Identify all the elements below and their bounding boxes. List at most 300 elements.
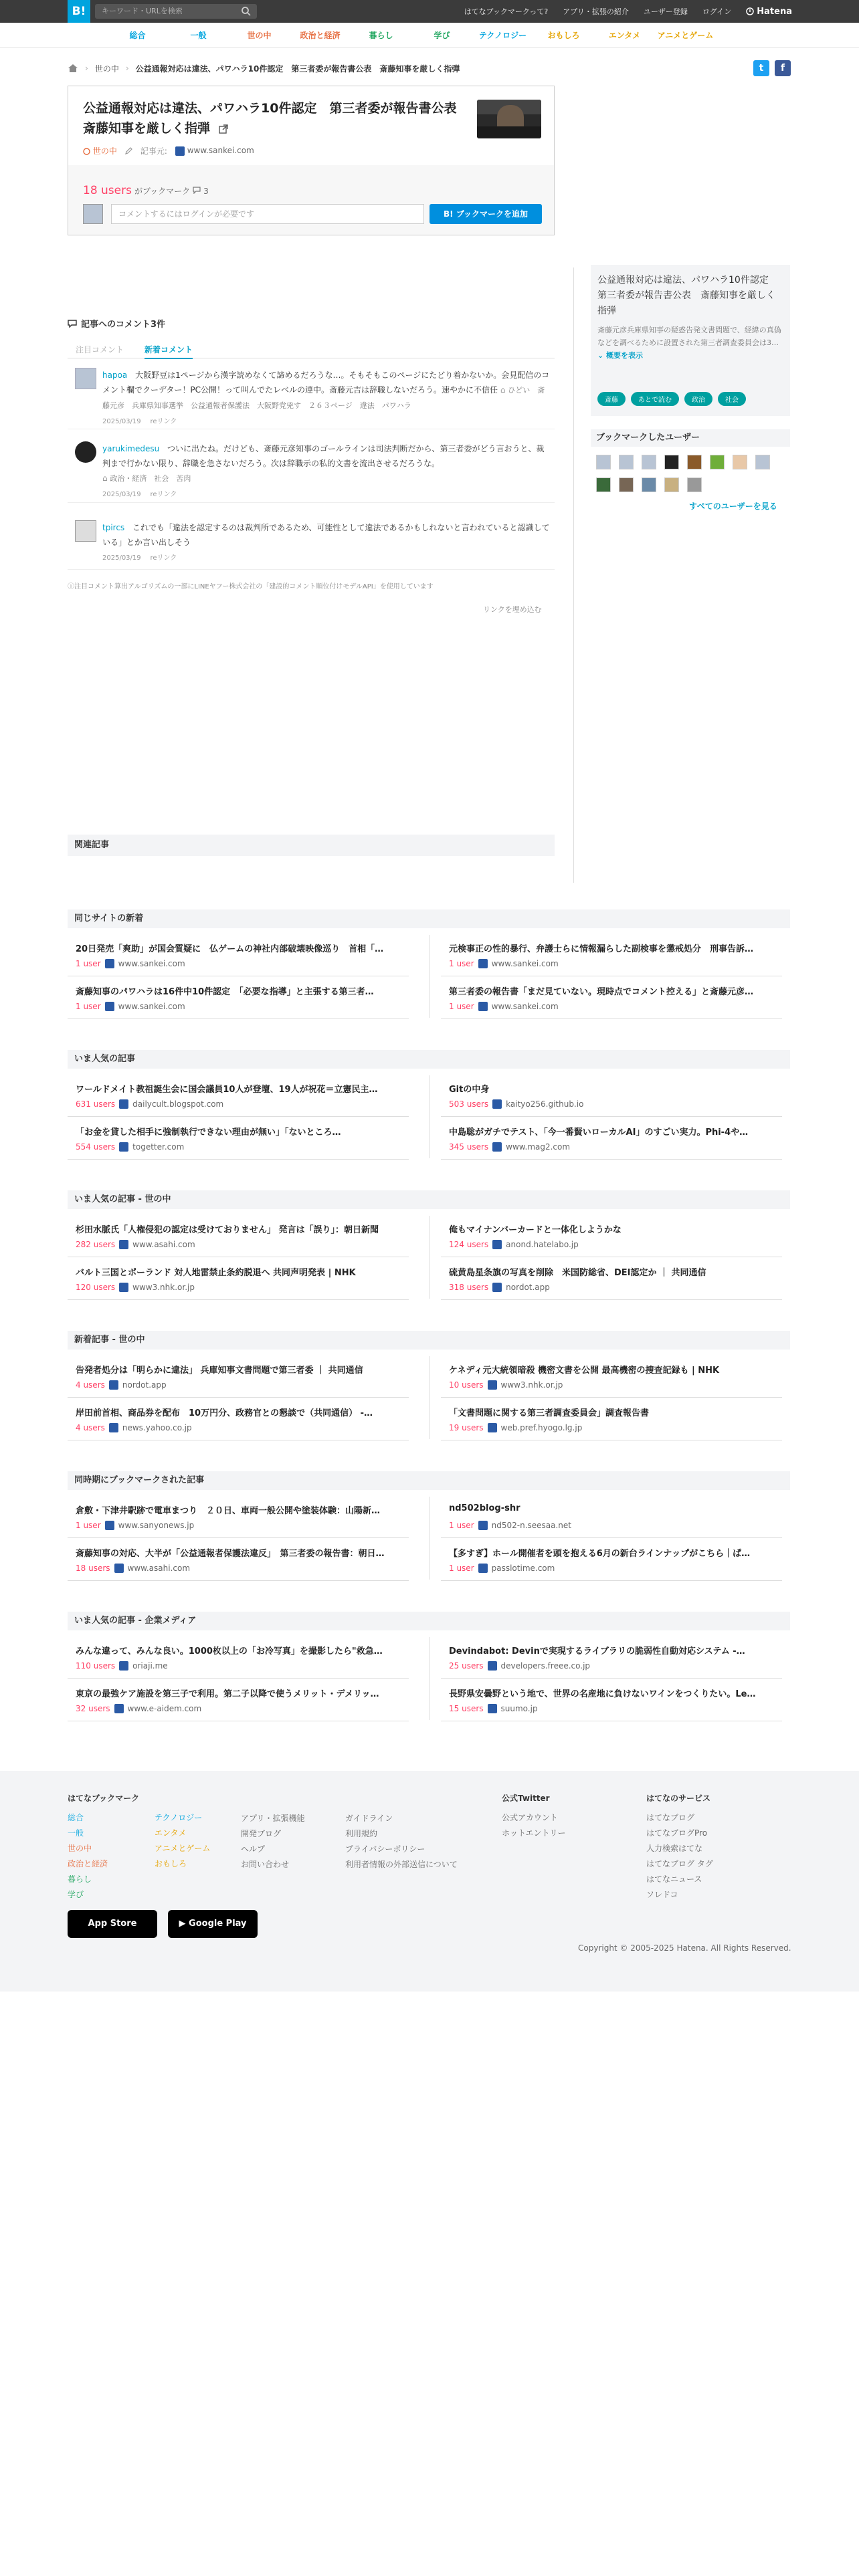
favicon-icon: [119, 1240, 128, 1249]
article-users[interactable]: 282 users: [76, 1240, 116, 1249]
favicon-icon: [175, 146, 185, 156]
article-item[interactable]: [68, 1637, 409, 1679]
play-icon: ▶: [179, 1919, 186, 1929]
article-item[interactable]: [68, 978, 409, 1019]
tab-new-comments[interactable]: 新着コメント: [145, 344, 193, 359]
article-item[interactable]: [68, 1497, 409, 1538]
favicon-icon: [478, 959, 488, 968]
bookmark-user-avatar[interactable]: [733, 455, 747, 469]
tag-chip[interactable]: 社会: [718, 392, 746, 406]
comment-icon: [193, 186, 201, 194]
category-nav: [0, 23, 859, 48]
footer-link[interactable]: 一般: [68, 1828, 84, 1838]
category-tab[interactable]: 政治と経済: [300, 31, 341, 40]
article-domain[interactable]: web.pref.hyogo.lg.jp: [500, 1423, 583, 1432]
article-domain[interactable]: anond.hatelabo.jp: [506, 1240, 579, 1249]
favicon-icon: [105, 1002, 114, 1011]
article-domain[interactable]: togetter.com: [132, 1142, 185, 1152]
favicon-icon: [488, 1423, 497, 1432]
article-meta: [76, 1704, 201, 1713]
article-title[interactable]: nd502blog-shr: [449, 1503, 520, 1513]
footer-link[interactable]: 利用者情報の外部送信について: [345, 1860, 458, 1869]
speech-bubble-icon: [68, 319, 77, 328]
article-domain[interactable]: www.sanyonews.jp: [118, 1521, 195, 1530]
article-title[interactable]: 【多すぎ】ホール開催者を頭を抱える6月の新台ラインナップがこちら｜ぱ…: [449, 1549, 751, 1559]
entry-domain[interactable]: www.sankei.com: [175, 146, 254, 156]
bookmark-user-avatar[interactable]: [710, 455, 725, 469]
article-meta: [76, 1240, 195, 1249]
article-meta: [449, 1380, 563, 1390]
article-domain[interactable]: oriaji.me: [132, 1661, 168, 1671]
comments-heading: 記事へのコメント3件: [68, 317, 165, 330]
category-tab[interactable]: 世の中: [247, 31, 272, 40]
bookmark-user-avatar[interactable]: [642, 477, 656, 492]
category-tab[interactable]: テクノロジー: [478, 31, 527, 40]
column-divider: [429, 1075, 430, 1158]
favicon-icon: [488, 1380, 497, 1390]
article-meta: [76, 959, 185, 968]
comment-item: [68, 520, 555, 570]
signup-link[interactable]: ユーザー登録: [643, 7, 688, 16]
footer-link[interactable]: はてなニュース: [646, 1874, 702, 1884]
article-meta: [76, 1002, 185, 1011]
footer-link[interactable]: エンタメ: [155, 1828, 187, 1838]
entry-summary-box: [591, 265, 790, 416]
breadcrumb-category[interactable]: 世の中: [94, 64, 119, 74]
bookmark-user-avatar[interactable]: [596, 455, 611, 469]
favicon-icon: [478, 1564, 488, 1573]
summary-desc: 斎藤元彦兵庫県知事の疑惑告発文書問題で、経緯の真偽などを調べるために設置された第三者調査委員会は3… ⌄ 概要を表示: [597, 326, 781, 360]
article-title[interactable]: 告発者処分は「明らかに違法」 兵庫知事文書問題で第三者委 ｜ 共同通信: [76, 1366, 363, 1376]
bookmark-user-avatar[interactable]: [664, 455, 679, 469]
commenter-name[interactable]: yarukimedesu: [102, 444, 160, 453]
app-store-label: App Store: [88, 1919, 137, 1929]
category-tab[interactable]: 一般: [190, 31, 207, 40]
article-title[interactable]: 硫黄島星条旗の写真を削除 米国防総省、DEI認定か ｜ 共同通信: [449, 1268, 706, 1278]
comment-count: 3: [203, 187, 209, 196]
entry-meta: [83, 145, 254, 156]
category-tab[interactable]: 暮らし: [369, 31, 393, 40]
tab-popular-comments[interactable]: 注目コメント: [76, 345, 124, 354]
article-users[interactable]: 318 users: [449, 1283, 489, 1292]
login-link[interactable]: ログイン: [702, 7, 732, 16]
article-users[interactable]: 120 users: [76, 1283, 116, 1292]
article-item[interactable]: [441, 1356, 782, 1398]
entry-title[interactable]: 公益通報対応は違法、パワハラ10件認定 第三者委が報告書公表 斎藤知事を厳しく指弾: [83, 101, 470, 136]
article-meta: [76, 1564, 190, 1573]
footer-link[interactable]: 学び: [68, 1890, 84, 1899]
section-heading: いま人気の記事 - 世の中: [68, 1190, 790, 1209]
article-title[interactable]: 東京の最強ケア施設を第三子で利用。第二子以降で使うメリット・デメリッ…: [76, 1689, 379, 1699]
app-store-button[interactable]: [68, 1910, 157, 1938]
article-domain[interactable]: nordot.app: [122, 1380, 167, 1390]
article-domain[interactable]: www.e-aidem.com: [127, 1704, 202, 1713]
twitter-share-icon[interactable]: t: [753, 60, 769, 76]
reply-link[interactable]: reリンク: [150, 418, 177, 425]
commenter-name[interactable]: tpircs: [102, 523, 125, 532]
section-heading: いま人気の記事: [68, 1050, 790, 1069]
tag-chip[interactable]: 斎藤: [597, 392, 626, 406]
comment-tags: 政治・経済 社会 苦肉: [110, 474, 191, 483]
bookmark-user-avatar[interactable]: [596, 477, 611, 492]
article-meta: [449, 1283, 550, 1292]
article-users[interactable]: 503 users: [449, 1099, 489, 1109]
column-divider: [429, 1356, 430, 1439]
comment-text: 大阪野豆は1ページから漢字読めなくて諦めるだろうな…。そもそもこのページにたどり着かないか。会見配信のコメント欄でクーデター！PC公開！って叫んでたレベルの連中。斎藤元吉は辞職しないだろう。速やかに不信任: [102, 370, 550, 395]
category-tab[interactable]: おもしろ: [547, 31, 580, 40]
footer-heading: はてなブックマーク: [68, 1794, 140, 1803]
article-meta: [449, 1002, 559, 1011]
article-domain[interactable]: nd502-n.seesaa.net: [491, 1521, 571, 1530]
breadcrumb: › 世の中 › 公益通報対応は違法、パワハラ10件認定 第三者委が報告書公表 斎藤知事を厳しく指弾: [68, 60, 460, 76]
reply-link[interactable]: reリンク: [150, 491, 177, 498]
article-users[interactable]: 110 users: [76, 1661, 116, 1671]
footer-link[interactable]: テクノロジー: [155, 1813, 203, 1822]
facebook-share-icon[interactable]: f: [775, 60, 791, 76]
article-users[interactable]: 631 users: [76, 1099, 116, 1109]
article-users[interactable]: 1 user: [449, 1002, 474, 1011]
article-users[interactable]: 554 users: [76, 1142, 116, 1152]
favicon-icon: [492, 1099, 502, 1109]
see-all-users-link[interactable]: すべてのユーザーを見る: [689, 502, 777, 511]
footer-link[interactable]: おもしろ: [155, 1859, 187, 1868]
footer-bookmark-col: [68, 1791, 228, 1903]
article-title[interactable]: 長野県安曇野という地で、世界の名産地に負けないワインをつくりたい。Le…: [449, 1689, 756, 1699]
article-domain[interactable]: www3.nhk.or.jp: [500, 1380, 563, 1390]
article-item[interactable]: [441, 1497, 782, 1538]
hatena-brand[interactable]: [746, 7, 792, 17]
article-users[interactable]: 1 user: [449, 1521, 474, 1530]
article-item[interactable]: [68, 1356, 409, 1398]
footer-link[interactable]: 世の中: [68, 1844, 92, 1853]
favicon-icon: [109, 1423, 118, 1432]
article-item[interactable]: [441, 1216, 782, 1257]
article-meta: [76, 1283, 195, 1292]
favicon-icon: [488, 1704, 497, 1713]
article-domain[interactable]: www.sankei.com: [118, 1002, 185, 1011]
article-meta: [449, 1099, 583, 1109]
footer-link[interactable]: 人力検索はてな: [646, 1844, 703, 1853]
tag-icon: ⌂: [102, 473, 110, 483]
article-item[interactable]: [441, 1539, 782, 1581]
article-domain[interactable]: dailycult.blogspot.com: [132, 1099, 224, 1109]
article-users[interactable]: 1 user: [449, 1564, 474, 1573]
favicon-icon: [105, 959, 114, 968]
article-domain[interactable]: www.mag2.com: [506, 1142, 571, 1152]
category-icon: [83, 148, 90, 155]
comment-date[interactable]: 2025/03/19: [102, 554, 141, 562]
article-item[interactable]: [441, 978, 782, 1019]
article-title[interactable]: Devindabot: Devinで実現するライブラリの脆弱性自動対応システム -…: [449, 1646, 745, 1656]
article-meta: [449, 1704, 538, 1713]
column-divider: [429, 1497, 430, 1580]
section-heading: 同じサイトの新着: [68, 909, 790, 928]
article-users[interactable]: 4 users: [76, 1380, 105, 1390]
article-domain[interactable]: www3.nhk.or.jp: [132, 1283, 195, 1292]
footer-link[interactable]: はてなブログ: [646, 1813, 695, 1822]
footer-link[interactable]: お問い合わせ: [241, 1860, 290, 1869]
article-item[interactable]: [68, 1118, 409, 1160]
article-item[interactable]: [441, 1259, 782, 1300]
copyright: Copyright © 2005-2025 Hatena. All Rights Reserved.: [578, 1943, 791, 1953]
favicon-icon: [109, 1380, 118, 1390]
article-meta: [449, 959, 559, 968]
comment-algorithm-notice: ⓘ注目コメント算出アルゴリズムの一部にLINEヤフー株式会社の「建設的コメント順位付けモデルAPI」を使用しています: [68, 583, 434, 591]
article-users[interactable]: 32 users: [76, 1704, 110, 1713]
commenter-avatar[interactable]: [75, 441, 96, 463]
article-item[interactable]: [441, 935, 782, 976]
article-item[interactable]: [441, 1680, 782, 1721]
favicon-icon: [488, 1661, 497, 1671]
entry-category[interactable]: 世の中: [83, 145, 117, 156]
comment-tabs: [68, 340, 555, 358]
article-domain[interactable]: www.sankei.com: [491, 959, 559, 968]
footer-app-col: [241, 1811, 305, 1872]
article-title[interactable]: 「お金を貸した相手に強制執行できない理由が無い」「ないところ…: [76, 1128, 341, 1138]
footer-link[interactable]: 総合: [68, 1813, 84, 1822]
article-item[interactable]: [68, 1216, 409, 1257]
column-divider: [429, 1216, 430, 1299]
bookmark-users-heading: ブックマークしたユーザー: [591, 429, 790, 447]
entry-thumbnail[interactable]: [477, 100, 541, 138]
section-heading: いま人気の記事 - 企業メディア: [68, 1612, 790, 1630]
article-item[interactable]: [68, 1259, 409, 1300]
comment-text: ついに出たね。だけども、斎藤元彦知事のゴールラインは司法判断だから、第三者委がどう言おうと、裁判まで行かない限り、辞職を急さないだろう。次は辞職示の私的文書を流出させるだろうな。: [102, 444, 545, 468]
about-link[interactable]: はてなブックマークって?: [464, 7, 549, 16]
category-tab[interactable]: アニメとゲーム: [657, 31, 714, 40]
article-title[interactable]: 岸田前首相、商品券を配布 10万円分、政務官との懇談で（共同通信） -…: [76, 1408, 373, 1418]
commenter-avatar[interactable]: [75, 520, 96, 542]
comment-input[interactable]: コメントするにはログインが必要です: [111, 204, 424, 224]
article-title[interactable]: 俺もマイナンバーカードと一体化しようかな: [449, 1225, 622, 1235]
favicon-icon: [105, 1521, 114, 1530]
article-title[interactable]: 斎藤知事の対応、大半が「公益通報者保護法違反」 第三者委の報告書：朝日…: [76, 1549, 385, 1559]
footer-link[interactable]: はてなブログ タグ: [646, 1859, 713, 1868]
article-title[interactable]: 元検事正の性的暴行、弁護士らに情報漏らした副検事を懲戒処分 刑事告訴…: [449, 944, 754, 954]
bookmark-user-avatar[interactable]: [642, 455, 656, 469]
article-title[interactable]: 第三者委の報告書「まだ見ていない。現時点でコメント控える」と斎藤元彦…: [449, 987, 754, 997]
comment-item: [68, 441, 555, 503]
article-title[interactable]: 20日発売「爽助」が国会質疑に 仏ゲームの神社内部破壊映像巡り 首相「…: [76, 944, 384, 954]
home-icon[interactable]: [68, 64, 78, 73]
footer-link[interactable]: アプリ・拡張機能: [241, 1814, 305, 1823]
article-domain[interactable]: passlotime.com: [491, 1564, 555, 1573]
external-link-icon[interactable]: [219, 124, 228, 134]
commenter-name[interactable]: hapoa: [102, 370, 128, 380]
article-meta: [76, 1099, 223, 1109]
article-users[interactable]: 18 users: [76, 1564, 110, 1573]
global-nav: [464, 0, 792, 23]
article-meta: [76, 1380, 167, 1390]
column-divider: [429, 935, 430, 1018]
related-articles-heading: 関連記事: [68, 835, 555, 856]
comment-date[interactable]: 2025/03/19: [102, 491, 141, 498]
article-meta: [449, 1423, 582, 1432]
section-heading: 同時期にブックマークされた記事: [68, 1471, 790, 1490]
category-tab[interactable]: 総合: [129, 31, 146, 40]
footer-link[interactable]: プライバシーポリシー: [345, 1844, 425, 1854]
footer: [0, 1771, 859, 1992]
tag-chip[interactable]: あとで読む: [631, 392, 679, 406]
footer-link[interactable]: 開発ブログ: [241, 1829, 282, 1838]
favicon-icon: [119, 1099, 128, 1109]
article-users[interactable]: 124 users: [449, 1240, 489, 1249]
favicon-icon: [492, 1283, 502, 1292]
article-meta: [449, 1564, 555, 1573]
comment-text: これでも「違法を認定するのは裁判所であるため、可能性として違法であるかもしれないと言われていると認識している」とか言い出しそう: [102, 523, 550, 547]
article-domain[interactable]: nordot.app: [506, 1283, 550, 1292]
bookmark-user-avatar[interactable]: [664, 477, 679, 492]
footer-services-heading: はてなのサービス: [646, 1794, 711, 1803]
favicon-icon: [478, 1521, 488, 1530]
comment-item: [68, 368, 555, 429]
article-users[interactable]: 1 user: [76, 1521, 101, 1530]
article-item[interactable]: [68, 1399, 409, 1440]
article-users[interactable]: 25 users: [449, 1661, 484, 1671]
article-item[interactable]: [441, 1118, 782, 1160]
google-play-label: Google Play: [189, 1919, 247, 1929]
footer-twitter-col: [502, 1791, 566, 1841]
comment-date[interactable]: 2025/03/19: [102, 418, 141, 425]
article-users[interactable]: 1 user: [76, 959, 101, 968]
article-domain[interactable]: developers.freee.co.jp: [500, 1661, 591, 1671]
footer-twitter-heading: 公式Twitter: [502, 1794, 550, 1803]
google-play-button[interactable]: [168, 1910, 258, 1938]
article-meta: [76, 1661, 168, 1671]
column-divider: [573, 267, 574, 883]
bookmark-user-avatar[interactable]: [687, 455, 702, 469]
article-meta: [76, 1521, 194, 1530]
users-count[interactable]: 18 users: [83, 184, 132, 197]
article-meta: [76, 1423, 192, 1432]
article-meta: [449, 1661, 590, 1671]
article-item[interactable]: [441, 1399, 782, 1440]
favicon-icon: [478, 1002, 488, 1011]
article-users[interactable]: 10 users: [449, 1380, 484, 1390]
hatena-brand-label: Hatena: [757, 6, 792, 17]
article-meta: [449, 1142, 570, 1152]
favicon-icon: [114, 1564, 124, 1573]
breadcrumb-current: 公益通報対応は違法、パワハラ10件認定 第三者委が報告書公表 斎藤知事を厳しく指弾: [135, 64, 460, 74]
user-avatar: [83, 204, 103, 224]
footer-link[interactable]: はてなブログPro: [646, 1828, 708, 1838]
footer-link[interactable]: ガイドライン: [345, 1814, 393, 1823]
footer-link[interactable]: アニメとゲーム: [155, 1844, 211, 1853]
article-item[interactable]: [441, 1075, 782, 1117]
footer-link[interactable]: ホットエントリー: [502, 1828, 566, 1838]
article-users[interactable]: 1 user: [76, 1002, 101, 1011]
footer-link[interactable]: ヘルプ: [241, 1844, 266, 1854]
article-title[interactable]: 中島聡がガチでテスト、「今一番賢いローカルAI」のすごい実力。Phi-4や…: [449, 1128, 749, 1138]
tag-icon: ⌂: [500, 385, 508, 395]
article-title[interactable]: バルト三国とポーランド 対人地雷禁止条約脱退へ 共同声明発表 | NHK: [76, 1268, 356, 1278]
comment-tags: ひどい 斎藤元彦 兵庫県知事選挙 公益通報者保護法 大阪野党兇す ２６３ページ 違法 パワハラ: [102, 386, 545, 410]
favicon-icon: [119, 1283, 128, 1292]
favicon-icon: [119, 1661, 128, 1671]
article-meta: [449, 1521, 571, 1530]
entry-card: [68, 86, 555, 235]
article-users[interactable]: 19 users: [449, 1423, 484, 1432]
footer-link[interactable]: 利用規約: [345, 1829, 378, 1838]
bookmark-user-avatar[interactable]: [619, 477, 634, 492]
bookmark-user-avatar[interactable]: [755, 455, 770, 469]
article-domain[interactable]: news.yahoo.co.jp: [122, 1423, 192, 1432]
favicon-icon: [492, 1142, 502, 1152]
reply-link[interactable]: reリンク: [150, 554, 177, 562]
hatena-bookmark-logo[interactable]: B!: [68, 0, 90, 23]
article-users[interactable]: 345 users: [449, 1142, 489, 1152]
search-icon[interactable]: [241, 6, 252, 17]
article-domain[interactable]: www.sankei.com: [118, 959, 185, 968]
hatena-mark-icon: [746, 7, 754, 15]
article-title[interactable]: 斎藤知事のパワハラは16件中10件認定 「必要な指導」と主張する第三者…: [76, 987, 374, 997]
summary-title[interactable]: 公益通報対応は違法、パワハラ10件認定 第三者委が報告書公表 斎藤知事を厳しく指弾: [597, 275, 778, 316]
tag-list: [597, 392, 746, 406]
footer-link[interactable]: 政治と経済: [68, 1859, 108, 1868]
add-bookmark-button[interactable]: B! ブックマークを追加: [430, 204, 542, 224]
article-users[interactable]: 4 users: [76, 1423, 105, 1432]
article-title[interactable]: 杉田水脈氏「人権侵犯の認定は受けておりません」 発言は「誤り」：朝日新聞: [76, 1225, 379, 1235]
embed-link[interactable]: リンクを埋め込む: [483, 605, 542, 614]
article-item[interactable]: [441, 1637, 782, 1679]
article-item[interactable]: [68, 1539, 409, 1581]
footer-link[interactable]: ソレドコ: [646, 1890, 678, 1899]
favicon-icon: [492, 1240, 502, 1249]
article-users[interactable]: 1 user: [449, 959, 474, 968]
section-heading: 新着記事 - 世の中: [68, 1331, 790, 1350]
footer-link[interactable]: 暮らし: [68, 1874, 92, 1884]
footer-services-col: [646, 1791, 713, 1903]
users-suffix: がブックマーク: [134, 187, 191, 196]
search-input[interactable]: キーワード・URLを検索: [95, 4, 257, 19]
footer-link[interactable]: 公式アカウント: [502, 1813, 558, 1822]
article-title[interactable]: 倉敷・下津井駅跡で電車まつり ２０日、車両一般公開や塗装体験：山陽新…: [76, 1506, 381, 1516]
article-domain[interactable]: kaityo256.github.io: [506, 1099, 584, 1109]
article-domain[interactable]: suumo.jp: [500, 1704, 538, 1713]
apps-link[interactable]: アプリ・拡張の紹介: [563, 7, 629, 16]
article-meta: [449, 1240, 579, 1249]
article-item[interactable]: [68, 1680, 409, 1721]
show-summary-link[interactable]: ⌄ 概要を表示: [597, 351, 644, 360]
commenter-avatar[interactable]: [75, 368, 96, 389]
article-users[interactable]: 15 users: [449, 1704, 484, 1713]
category-tab[interactable]: 学び: [434, 31, 450, 40]
column-divider: [429, 1637, 430, 1720]
article-title[interactable]: Gitの中身: [449, 1085, 490, 1095]
article-item[interactable]: [68, 1075, 409, 1117]
article-domain[interactable]: www.sankei.com: [491, 1002, 559, 1011]
footer-policy-col: [345, 1811, 458, 1872]
article-title[interactable]: ワールドメイト教祖誕生会に国会議員10人が登壇、19人が祝花＝立憲民主…: [76, 1085, 378, 1095]
article-domain[interactable]: www.asahi.com: [132, 1240, 195, 1249]
article-title[interactable]: ケネディ元大統領暗殺 機密文書を公開 最高機密の捜査記録も | NHK: [449, 1366, 720, 1376]
edit-icon[interactable]: [125, 147, 132, 154]
bookmark-user-avatar[interactable]: [619, 455, 634, 469]
article-item[interactable]: [68, 935, 409, 976]
source-label: 記事元:: [140, 146, 167, 156]
global-header: [0, 0, 859, 23]
article-title[interactable]: 「文書問題に関する第三者調査委員会」調査報告書: [449, 1408, 650, 1418]
bookmark-count[interactable]: [83, 184, 209, 197]
article-meta: [76, 1142, 184, 1152]
bookmark-user-avatar[interactable]: [687, 477, 702, 492]
favicon-icon: [119, 1142, 128, 1152]
article-title[interactable]: みんな違って、みんな良い。1000枚以上の「お冷写真」を撮影したら"救急…: [76, 1646, 383, 1656]
favicon-icon: [114, 1704, 124, 1713]
article-domain[interactable]: www.asahi.com: [127, 1564, 191, 1573]
category-tab[interactable]: エンタメ: [608, 31, 641, 40]
tag-chip[interactable]: 政治: [684, 392, 712, 406]
